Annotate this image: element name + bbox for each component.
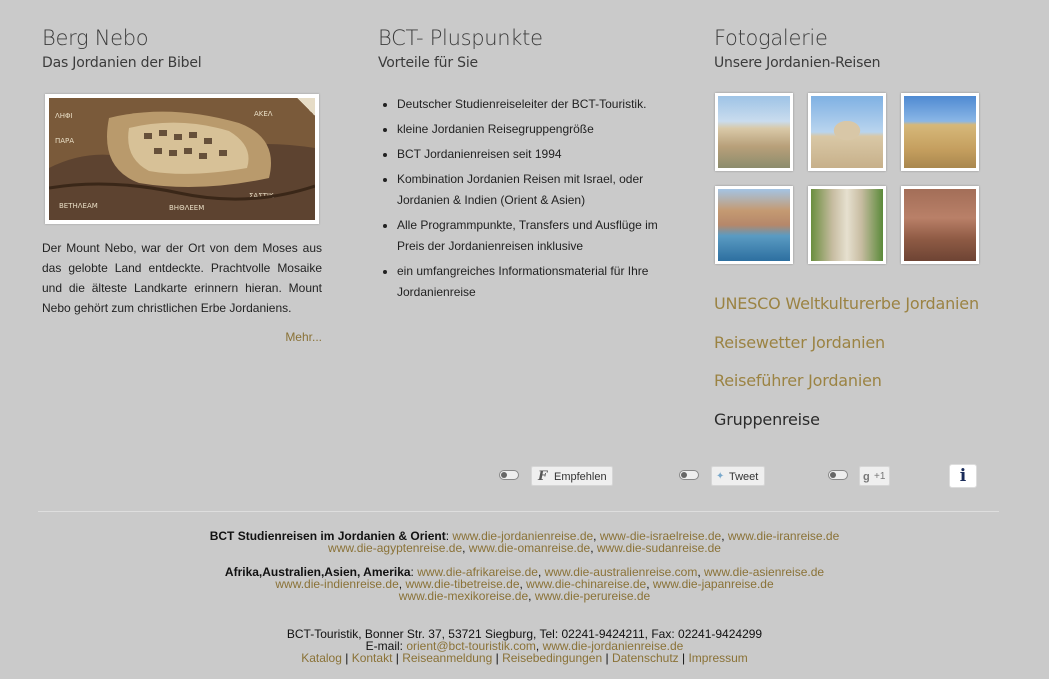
list-item: • Kombination Jordanien Reisen mit Israel, oder Jordanien & Indien (Orient & Asien) xyxy=(397,169,680,211)
section-title: Berg Nebo xyxy=(42,26,149,50)
footer-contact: E-mail: orient@bct-touristik.com, www.die-jordanienreise.de xyxy=(365,639,684,653)
list-item: • BCT Jordanienreisen seit 1994 xyxy=(397,144,680,165)
footer-link[interactable]: www.die-asienreise.de xyxy=(704,565,825,579)
footer xyxy=(0,530,1049,664)
svg-text:ΒΗΘΛΕΕΜ: ΒΗΘΛΕΕΜ xyxy=(169,204,205,212)
gallery-thumb-amman[interactable] xyxy=(715,93,793,171)
gallery-thumb-desert-castle[interactable] xyxy=(901,93,979,171)
footer-link[interactable]: www.die-tibetreise.de xyxy=(405,577,520,591)
svg-text:ΑΚΕΛ: ΑΚΕΛ xyxy=(254,110,273,118)
more-link[interactable]: Mehr... xyxy=(285,330,322,344)
footer-link[interactable]: www.die-agyptenreise.de xyxy=(328,541,463,555)
list-item: • Alle Programmpunkte, Transfers und Ausflüge im Preis der Jordanienreisen inklusive xyxy=(397,215,680,257)
footer-divider xyxy=(38,511,999,512)
gallery-thumb-aqaba[interactable] xyxy=(715,186,793,264)
nav-katalog[interactable]: Katalog xyxy=(301,651,342,665)
footer-link[interactable]: www.die-jordanienreise.de xyxy=(542,639,684,653)
email-label: E-mail: xyxy=(365,639,403,653)
footer-address: BCT-Touristik, Bonner Str. 37, 53721 Siegburg, Tel: 02241-9424211, Fax: 02241-9424299 xyxy=(286,627,763,641)
link-unesco[interactable]: UNESCO Weltkulturerbe Jordanien xyxy=(714,294,979,313)
footer-link[interactable]: www.die-omanreise.de xyxy=(468,541,591,555)
footer-link[interactable]: www.die-australienreise.com xyxy=(544,565,698,579)
tweet-label: Tweet xyxy=(729,471,759,483)
photo-gallery xyxy=(715,93,981,265)
svg-text:ΣΑΣΤΙΚ: ΣΑΣΤΙΚ xyxy=(249,192,274,200)
list-item: • Deutscher Studienreiseleiter der BCT-Touristik. xyxy=(397,94,680,115)
footer-link[interactable]: www.die-sudanreise.de xyxy=(596,541,721,555)
facebook-icon: F xyxy=(538,469,548,484)
section-subtitle: Unsere Jordanien-Reisen xyxy=(714,55,881,71)
nav-impressum[interactable]: Impressum xyxy=(688,651,748,665)
footer-nav: Katalog | Kontakt | Reiseanmeldung | Reisebedingungen | Datenschutz | Impressum xyxy=(301,651,748,665)
footer-block-orient: BCT Studienreisen im Jordanien & Orient: www.die-jordanienreise.de, www-die-israelreise.de, www.die-iranreise.de www.die-agyptenreise.de, www.die-omanreise.de, www.die-sudanreise.de xyxy=(209,529,840,555)
list-item: • ein umfangreiches Informationsmaterial für Ihre Jordanienreise xyxy=(397,261,680,303)
list-item: • kleine Jordanien Reisegruppengröße xyxy=(397,119,680,140)
nav-kontakt[interactable]: Kontakt xyxy=(351,651,393,665)
bct-advantages-section xyxy=(378,24,678,299)
footer-link[interactable]: www.die-japanreise.de xyxy=(652,577,774,591)
footer-link[interactable]: www.die-chinareise.de xyxy=(526,577,647,591)
advantages-list xyxy=(378,94,680,307)
footer-link[interactable]: www-die-israelreise.de xyxy=(599,529,722,543)
facebook-like-button[interactable] xyxy=(531,466,613,486)
section-title: Fotogalerie xyxy=(714,26,828,50)
footer-label: Afrika,Australien,Asien, Amerika xyxy=(224,565,411,579)
svg-text:ΛΗΦΙ: ΛΗΦΙ xyxy=(55,112,73,120)
nav-datenschutz[interactable]: Datenschutz xyxy=(611,651,679,665)
gallery-thumb-jerash-path[interactable] xyxy=(808,186,886,264)
gplus-icon: g xyxy=(863,471,870,483)
mount-nebo-section xyxy=(42,24,324,344)
twitter-bird-icon: ✦ xyxy=(716,471,725,482)
gplus-button[interactable] xyxy=(859,466,890,486)
gallery-thumb-petra[interactable] xyxy=(901,186,979,264)
footer-link[interactable]: www.die-jordanienreise.de xyxy=(452,529,594,543)
facebook-label: Empfehlen xyxy=(554,471,607,483)
photo-gallery-section xyxy=(714,24,1014,429)
section-title: BCT- Pluspunkte xyxy=(378,26,543,50)
footer-block-world: Afrika,Australien,Asien, Amerika: www.die-afrikareise.de, www.die-australienreise.com, www.die-asienreise.de www.die-indienreise.de, www.die-tibetreise.de, www.die-chinareise.de, www.die-japanreise.de www.die-mexikoreise.de, www.die-perureise.de xyxy=(224,565,825,603)
facebook-toggle[interactable] xyxy=(499,470,519,480)
svg-text:BETHΛEAM: BETHΛEAM xyxy=(59,202,98,210)
nav-reisebedingungen[interactable]: Reisebedingungen xyxy=(502,651,603,665)
footer-link[interactable]: www.die-afrikareise.de xyxy=(417,565,538,579)
footer-link[interactable]: www.die-mexikoreise.de xyxy=(398,589,529,603)
mount-nebo-intro: Der Mount Nebo, war der Ort von dem Moses aus das gelobte Land entdeckte. Prachtvolle Mosaike und die älteste Landkarte erinnern hieran. Mount Nebo gehört zum christlichen Erbe Jordaniens. xyxy=(42,241,322,315)
section-subtitle: Das Jordanien der Bibel xyxy=(42,55,202,71)
link-travel-guide[interactable]: Reiseführer Jordanien xyxy=(714,371,882,390)
madaba-mosaic-image[interactable] xyxy=(45,94,319,224)
link-travel-weather[interactable]: Reisewetter Jordanien xyxy=(714,332,885,352)
section-subtitle: Vorteile für Sie xyxy=(378,55,478,71)
footer-link[interactable]: www.die-iranreise.de xyxy=(727,529,840,543)
email-link[interactable]: orient@bct-touristik.com xyxy=(406,639,536,653)
svg-text:ΠΑΡΑ: ΠΑΡΑ xyxy=(55,137,75,145)
link-group-travel[interactable]: Gruppenreise xyxy=(714,409,820,429)
gplus-toggle[interactable] xyxy=(828,470,848,480)
info-icon[interactable]: i xyxy=(949,464,977,488)
nav-reiseanmeldung[interactable]: Reiseanmeldung xyxy=(402,651,493,665)
tweet-button[interactable] xyxy=(711,466,765,486)
footer-link[interactable]: www.die-indienreise.de xyxy=(275,577,399,591)
gallery-thumb-citadel[interactable] xyxy=(808,93,886,171)
gallery-links xyxy=(714,294,979,448)
footer-label: BCT Studienreisen im Jordanien & Orient xyxy=(209,529,446,543)
twitter-toggle[interactable] xyxy=(679,470,699,480)
gplus-label: +1 xyxy=(874,471,886,482)
footer-link[interactable]: www.die-perureise.de xyxy=(534,589,651,603)
corner-fold xyxy=(297,98,315,116)
